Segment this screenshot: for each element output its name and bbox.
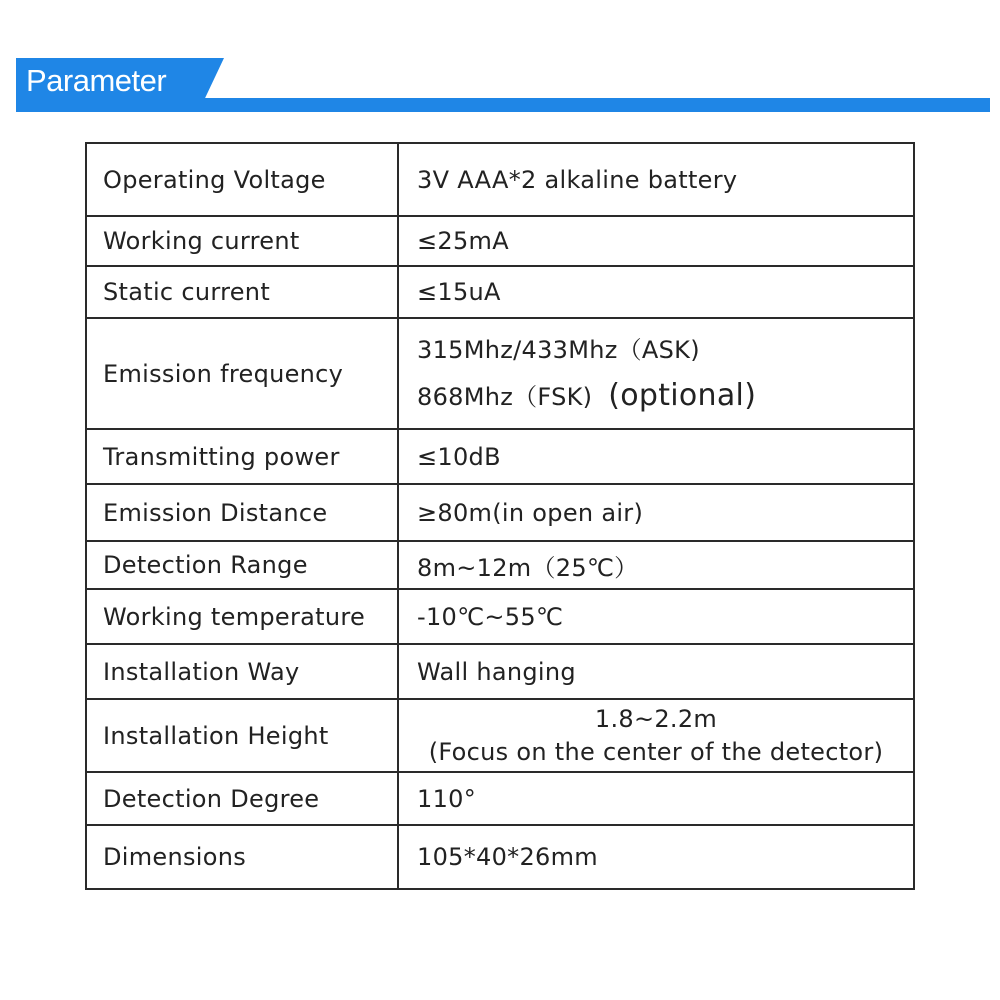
table-row [86, 266, 914, 318]
row-label: Static current [86, 266, 398, 318]
row-value-multiline [398, 699, 914, 772]
row-value-multiline [398, 318, 914, 429]
table-row [86, 541, 914, 589]
row-value: ≤10dB [398, 429, 914, 484]
row-value: Wall hanging [398, 644, 914, 699]
row-label: Emission frequency [86, 318, 398, 429]
section-header [16, 58, 990, 112]
table-row [86, 644, 914, 699]
row-label: Dimensions [86, 825, 398, 889]
table-row [86, 589, 914, 644]
table-row [86, 143, 914, 216]
row-label: Operating Voltage [86, 143, 398, 216]
section-title: Parameter [26, 63, 167, 98]
table-row [86, 772, 914, 825]
table-row [86, 699, 914, 772]
value-line-2-main: 868Mhz（FSK) [417, 383, 593, 411]
row-value: -10℃~55℃ [398, 589, 914, 644]
value-line-2: (Focus on the center of the detector) [428, 737, 884, 766]
row-label: Transmitting power [86, 429, 398, 484]
table-row [86, 825, 914, 889]
table-row [86, 484, 914, 541]
parameter-table [85, 142, 915, 890]
row-label: Installation Way [86, 644, 398, 699]
row-value: ≤25mA [398, 216, 914, 266]
row-value: ≤15uA [398, 266, 914, 318]
value-line-1: 315Mhz/433Mhz（ASK) [417, 336, 700, 364]
table-row [86, 318, 914, 429]
row-value: ≥80m(in open air) [398, 484, 914, 541]
row-value: 3V AAA*2 alkaline battery [398, 143, 914, 216]
value-line-2 [417, 373, 913, 420]
optional-note: (optional) [608, 378, 757, 413]
table-row [86, 216, 914, 266]
row-label: Detection Range [86, 541, 398, 589]
value-line-1: 1.8~2.2m [594, 704, 718, 733]
table-row [86, 429, 914, 484]
row-label: Installation Height [86, 699, 398, 772]
row-value: 110° [398, 772, 914, 825]
row-value: 8m~12m（25℃） [398, 541, 914, 589]
row-label: Detection Degree [86, 772, 398, 825]
row-label: Emission Distance [86, 484, 398, 541]
row-label: Working current [86, 216, 398, 266]
header-underline-bar [16, 98, 990, 112]
row-value: 105*40*26mm [398, 825, 914, 889]
row-label: Working temperature [86, 589, 398, 644]
